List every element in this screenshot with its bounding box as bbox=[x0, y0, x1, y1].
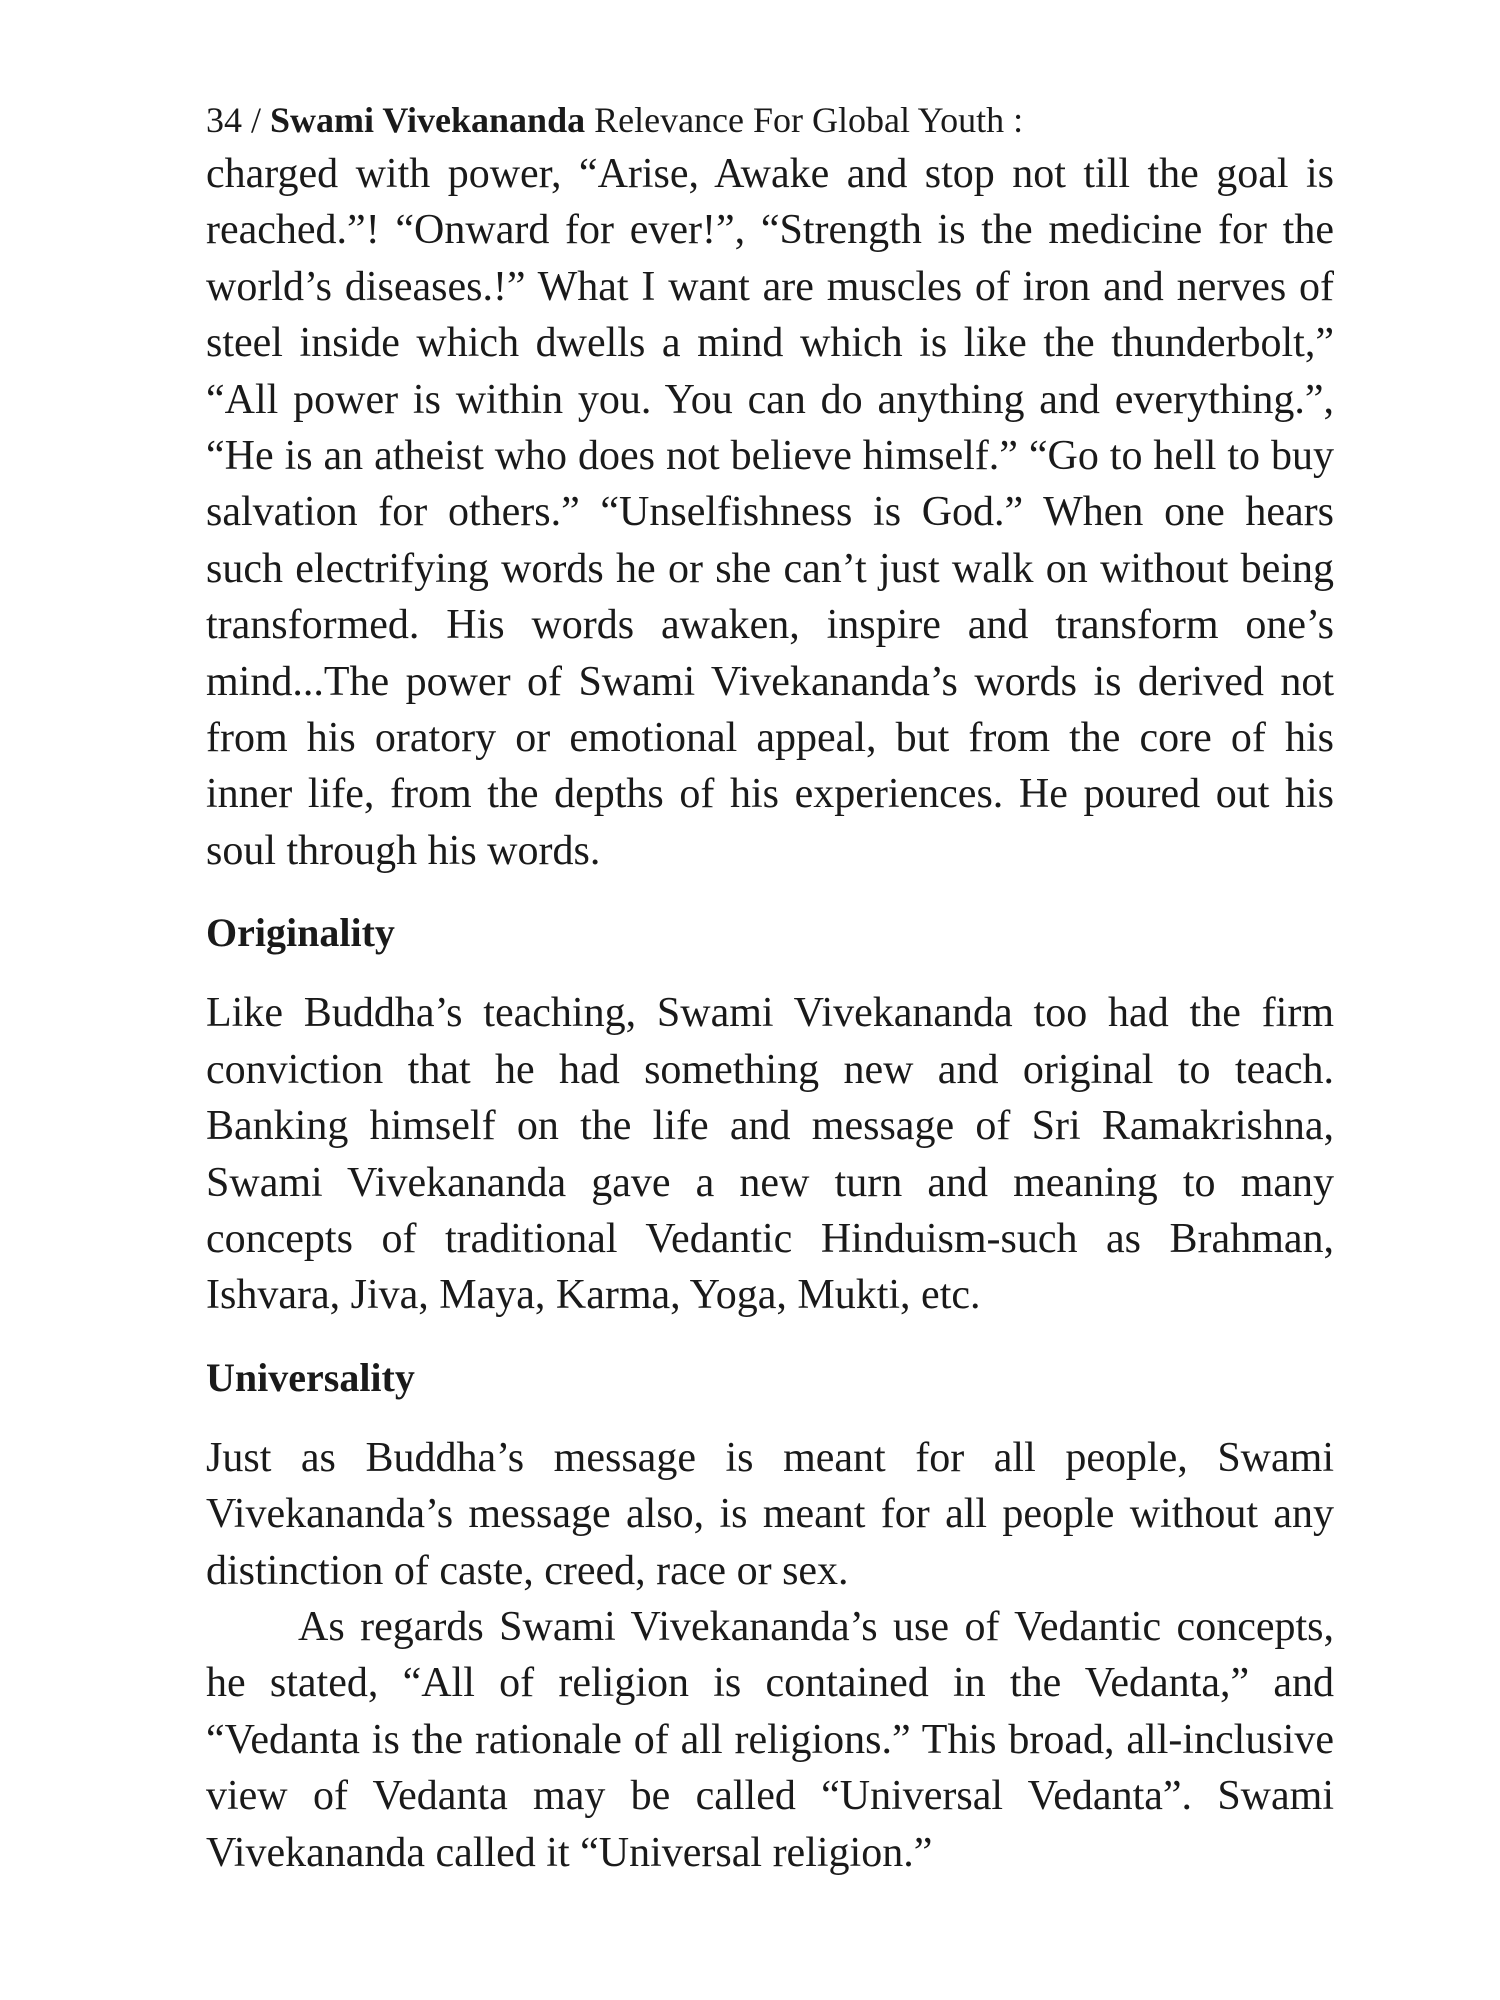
book-author: Swami Vivekananda bbox=[270, 100, 586, 140]
running-header bbox=[206, 96, 1334, 144]
body-paragraph-universality-2: As regards Swami Vivekananda’s use of Vedantic concepts, he stated, “All of religion is contained in the Vedanta,” and “Vedanta is the rationale of all religions.” This broad, all-inclusive view of Vedanta may be called “Universal Vedanta”. Swami Vivekananda called it “Universal religion.” bbox=[206, 1603, 1334, 1876]
body-paragraph-universality-1: Just as Buddha’s message is meant for all people, Swami Vivekananda’s message also, is meant for all people without any distinction of caste, creed, race or sex. bbox=[206, 1434, 1334, 1594]
book-subtitle: Relevance For Global Youth : bbox=[594, 100, 1024, 140]
section-heading-originality: Originality bbox=[206, 910, 395, 956]
book-page bbox=[206, 96, 1334, 1976]
body-paragraph-continued: charged with power, “Arise, Awake and stop not till the goal is reached.”! “Onward for ever!”, “Strength is the medicine for the world’s diseases.!” What I want are muscles of iron and nerves of steel inside which dwells a mind which is like the thunderbolt,” “All power is within you. You can do anything and everything.”, “He is an atheist who does not believe himself.” “Go to hell to buy salvation for others.” “Unselfishness is God.” When one hears such electrifying words he or she can’t just walk on without being transformed. His words awaken, inspire and transform one’s mind...The power of Swami Vivekananda’s words is derived not from his oratory or emotional appeal, but from the core of his inner life, from the depths of his experiences. He poured out his soul through his words. bbox=[206, 151, 1334, 874]
section-heading-universality: Universality bbox=[206, 1354, 415, 1400]
body-paragraph-originality: Like Buddha’s teaching, Swami Vivekananda too had the firm conviction that he had something new and original to teach. Banking himself on the life and message of Sri Ramakrishna, Swami Vivekananda gave a new turn and meaning to many concepts of traditional Vedantic Hinduism-such as Brahman, Ishvara, Jiva, Maya, Karma, Yoga, Mukti, etc. bbox=[206, 990, 1334, 1319]
page-number: 34 / bbox=[206, 100, 262, 140]
